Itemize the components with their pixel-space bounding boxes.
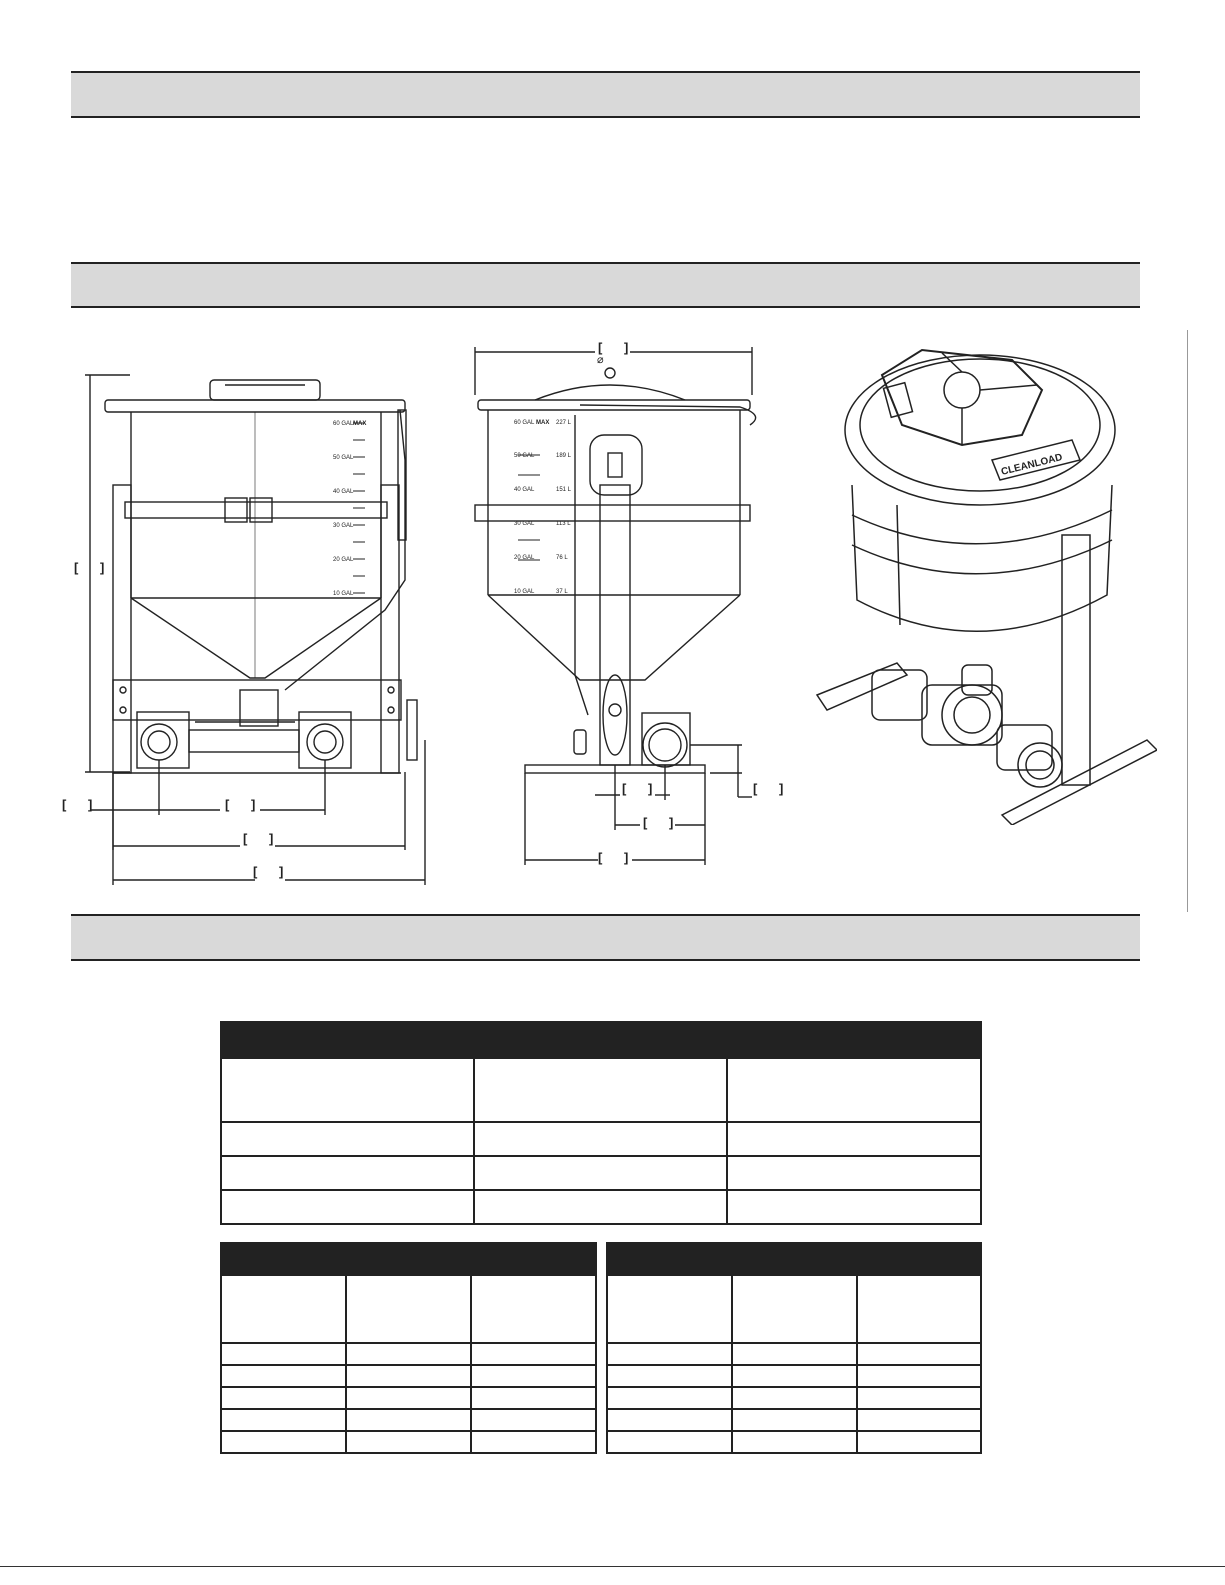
front-gauge-max: MAX <box>353 421 367 427</box>
left-spec-table <box>220 1242 597 1454</box>
section-header-band-3 <box>71 914 1140 961</box>
table-row <box>221 1122 981 1156</box>
margin-rule <box>1187 330 1188 912</box>
side-liter-227: 227 L <box>556 420 572 426</box>
table-row <box>607 1275 981 1343</box>
table-header-row <box>221 1022 981 1058</box>
side-gauge-30: 30 GAL <box>514 521 535 527</box>
front-gauge-20: 20 GAL <box>333 557 354 563</box>
table-row <box>221 1275 596 1343</box>
front-gauge-50: 50 GAL <box>333 455 354 461</box>
side-gauge-20: 20 GAL <box>514 555 535 561</box>
section-header-band-2 <box>71 262 1140 308</box>
side-gauge-60: 60 GAL <box>514 420 535 426</box>
table-row <box>221 1058 981 1122</box>
table-row <box>221 1343 596 1365</box>
footer-rule <box>0 1566 1225 1567</box>
front-gauge-40: 40 GAL <box>333 489 354 495</box>
front-dim-left-offset: [ ] <box>62 797 93 812</box>
table-row <box>607 1387 981 1409</box>
front-gauge-60: 60 GAL <box>333 421 354 427</box>
table-row <box>221 1190 981 1224</box>
front-gauge-30: 30 GAL <box>333 523 354 529</box>
section-header-band-1 <box>71 71 1140 118</box>
isometric-view-drawing <box>812 345 1157 825</box>
side-gauge-40: 40 GAL <box>514 487 535 493</box>
side-diameter-symbol: ⌀ <box>597 354 604 366</box>
main-spec-table <box>220 1021 982 1225</box>
table-row <box>607 1409 981 1431</box>
side-liter-189: 189 L <box>556 453 572 459</box>
table-row <box>221 1387 596 1409</box>
table-row <box>607 1343 981 1365</box>
table-row <box>221 1365 596 1387</box>
side-dim-port-height: [ ] <box>753 781 784 796</box>
front-dim-port-spacing: [ ] <box>225 797 256 812</box>
side-gauge-max: MAX <box>536 420 550 426</box>
iso-brand-label: CLEANLOAD <box>1000 452 1064 478</box>
side-dim-diameter: [ ] <box>598 340 629 355</box>
table-header-row <box>221 1243 596 1275</box>
table-row <box>221 1156 981 1190</box>
side-liter-113: 113 L <box>556 521 571 527</box>
side-dim-base-depth: [ ] <box>598 850 629 865</box>
side-liter-37: 37 L <box>556 589 568 595</box>
table-row <box>607 1431 981 1453</box>
side-gauge-10: 10 GAL <box>514 589 535 595</box>
table-row <box>221 1409 596 1431</box>
side-liter-76: 76 L <box>556 555 568 561</box>
side-liter-151: 151 L <box>556 487 572 493</box>
front-gauge-10: 10 GAL <box>333 591 354 597</box>
table-row <box>221 1431 596 1453</box>
side-dim-port-offset: [ ] <box>643 815 674 830</box>
front-dim-frame-width: [ ] <box>243 831 274 846</box>
side-gauge-50: 50 GAL <box>514 453 535 459</box>
front-dim-overall-width: [ ] <box>253 864 284 879</box>
table-header-row <box>607 1243 981 1275</box>
front-dim-height: [ ] <box>74 560 105 575</box>
table-row <box>607 1365 981 1387</box>
side-dim-post-offset: [ ] <box>622 781 653 796</box>
right-spec-table <box>606 1242 982 1454</box>
